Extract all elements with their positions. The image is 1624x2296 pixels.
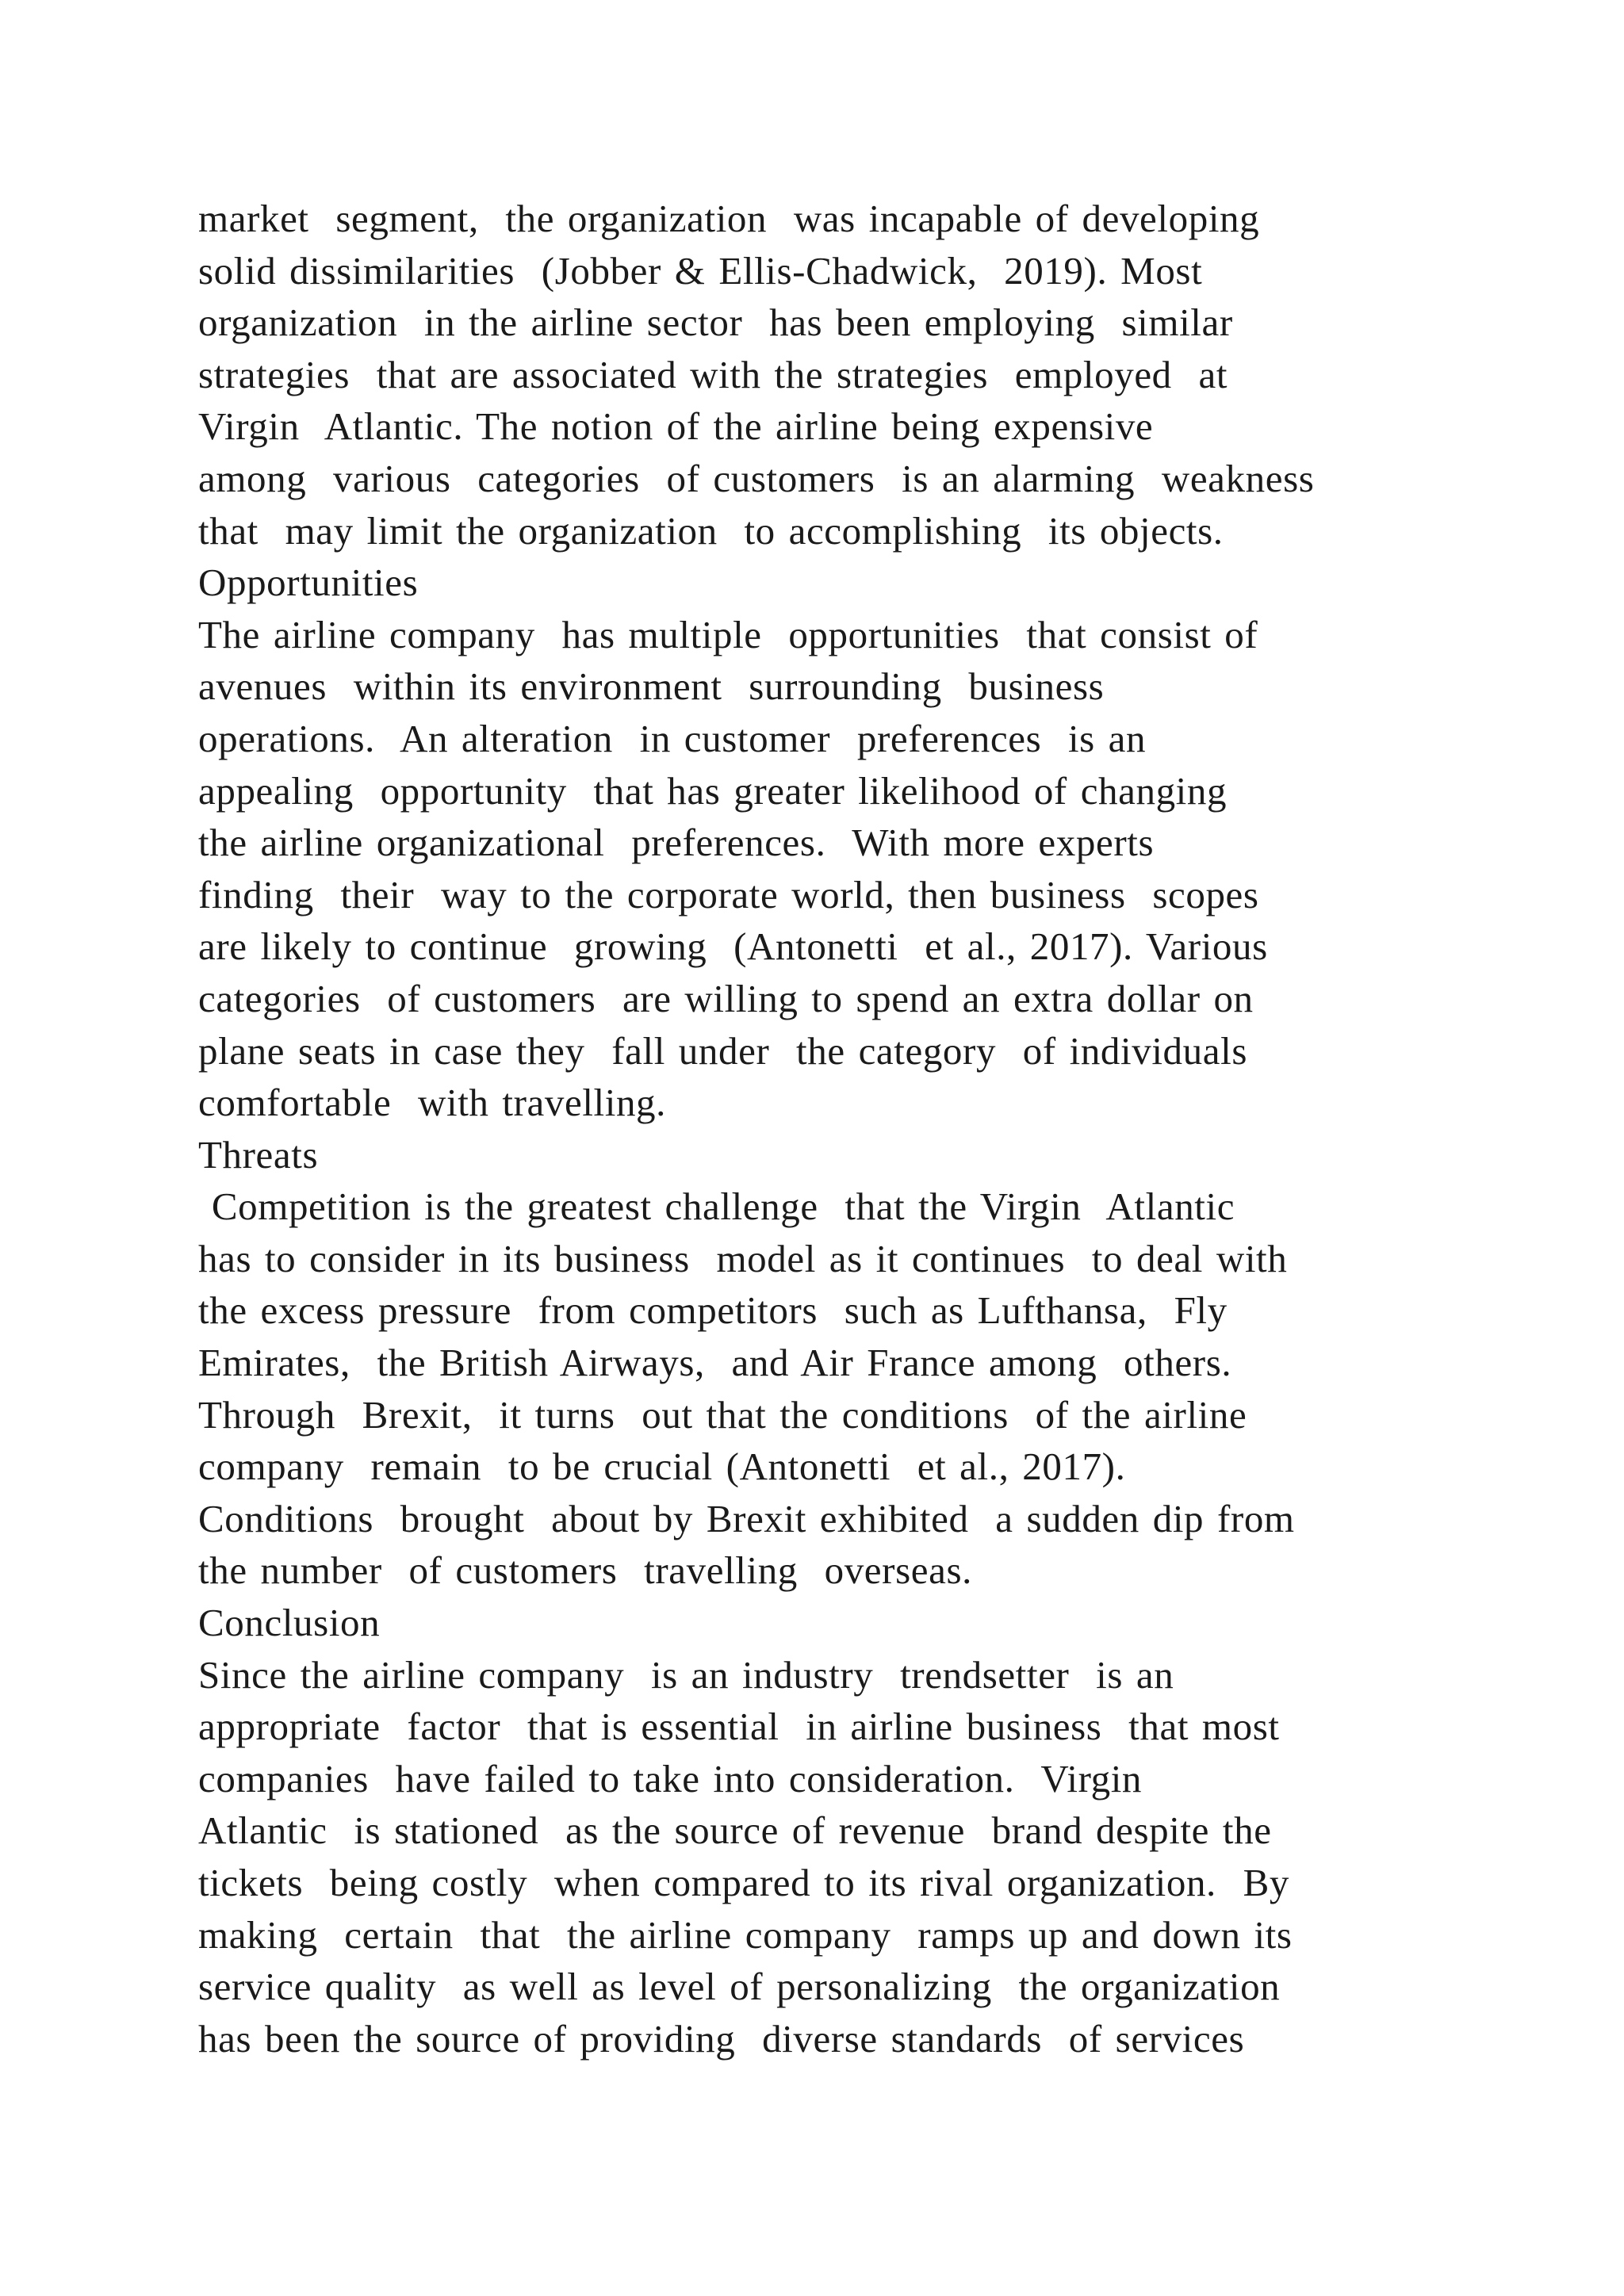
- text-line: finding their way to the corporate world, then business scopes: [198, 872, 1259, 916]
- text-line: service quality as well as level of personalizing the organization: [198, 1965, 1281, 2009]
- text-line: appropriate factor that is essential in airline business that most: [198, 1705, 1280, 1749]
- text-line: are likely to continue growing (Antonetti et al., 2017). Various: [198, 924, 1268, 969]
- body-text: [198, 193, 1499, 2064]
- section-heading-conclusion: Conclusion: [198, 1601, 381, 1645]
- text-line: Atlantic is stationed as the source of revenue brand despite the: [198, 1808, 1272, 1853]
- section-heading-opportunities: Opportunities: [198, 561, 419, 605]
- text-line: company remain to be crucial (Antonetti et al., 2017).: [198, 1445, 1126, 1489]
- text-line: Through Brexit, it turns out that the conditions of the airline: [198, 1392, 1247, 1437]
- text-line: Competition is the greatest challenge that the Virgin Atlantic: [198, 1184, 1235, 1229]
- text-line: tickets being costly when compared to its rival organization. By: [198, 1861, 1289, 1904]
- text-line: the airline organizational preferences. With more experts: [198, 821, 1155, 865]
- text-line: Emirates, the British Airways, and Air France among others.: [198, 1341, 1232, 1385]
- text-line: has to consider in its business model as it continues to deal with: [198, 1236, 1288, 1280]
- text-line: comfortable with travelling.: [198, 1081, 667, 1125]
- text-line: that may limit the organization to accomplishing its objects.: [198, 508, 1224, 553]
- text-line: Virgin Atlantic. The notion of the airline being expensive: [198, 404, 1154, 449]
- text-line: making certain that the airline company ramps up and down its: [198, 1912, 1293, 1957]
- text-line: organization in the airline sector has been employing similar: [198, 300, 1233, 345]
- text-line: solid dissimilarities (Jobber & Ellis-Chadwick, 2019). Most: [198, 248, 1203, 293]
- text-line: among various categories of customers is an alarming weakness: [198, 456, 1315, 500]
- text-line: The airline company has multiple opportunities that consist of: [198, 612, 1258, 656]
- text-line: Conditions brought about by Brexit exhibited a sudden dip from: [198, 1496, 1295, 1540]
- text-line: categories of customers are willing to spend an extra dollar on: [198, 976, 1254, 1020]
- text-line: market segment, the organization was incapable of developing: [198, 197, 1260, 240]
- text-line: the number of customers travelling overseas.: [198, 1548, 972, 1593]
- text-line: has been the source of providing diverse standards of services: [198, 2016, 1245, 2061]
- text-line: plane seats in case they fall under the category of individuals: [198, 1028, 1247, 1073]
- text-line: strategies that are associated with the strategies employed at: [198, 352, 1228, 396]
- text-line: companies have failed to take into consideration. Virgin: [198, 1756, 1143, 1800]
- text-line: avenues within its environment surrounding business: [198, 664, 1105, 709]
- text-line: appealing opportunity that has greater likelihood of changing: [198, 768, 1228, 813]
- text-line: operations. An alteration in customer preferences is an: [198, 716, 1147, 760]
- text-line: the excess pressure from competitors such as Lufthansa, Fly: [198, 1288, 1228, 1333]
- section-heading-threats: Threats: [198, 1132, 319, 1177]
- text-line: Since the airline company is an industry trendsetter is an: [198, 1652, 1174, 1697]
